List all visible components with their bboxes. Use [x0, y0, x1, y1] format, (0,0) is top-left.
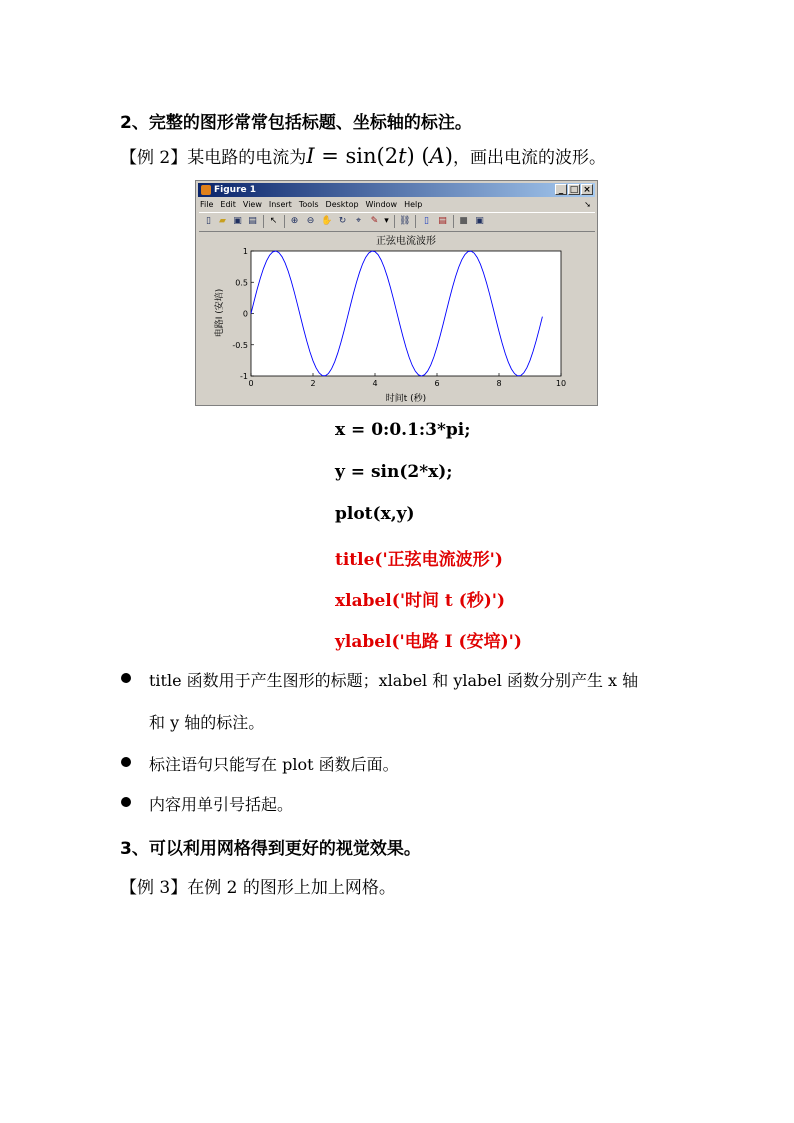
- axes-box: [251, 251, 561, 376]
- menu-view[interactable]: View: [242, 200, 262, 209]
- dock-arrow-icon[interactable]: ➘: [584, 200, 591, 209]
- figure-title: Figure 1: [214, 185, 257, 195]
- show-plot-tools-icon[interactable]: ▣: [475, 216, 484, 226]
- math-A: A: [429, 144, 445, 168]
- figure-titlebar: [198, 183, 595, 197]
- link-icon[interactable]: ⛓: [399, 216, 411, 226]
- y-tick-label: -0.5: [232, 340, 248, 350]
- code-line-3: plot(x,y): [335, 504, 415, 524]
- bullet-dot: [121, 757, 131, 767]
- figure-toolbar: [199, 212, 595, 232]
- y-tick-label: 0: [242, 309, 248, 319]
- math-eq: = sin(2: [314, 144, 399, 168]
- colorbar-icon[interactable]: ▯: [424, 216, 429, 226]
- brush-icon[interactable]: ✎: [370, 216, 379, 226]
- bullet-2: 标注语句只能写在 plot 函数后面。: [149, 755, 399, 774]
- section-3-heading: 3、可以利用网格得到更好的视觉效果。: [120, 839, 421, 859]
- zoom-in-icon[interactable]: ⊕: [290, 216, 299, 226]
- new-file-icon[interactable]: ▯: [206, 216, 211, 226]
- x-tick-label: 6: [434, 379, 440, 388]
- pointer-icon[interactable]: ↖: [269, 216, 278, 226]
- print-icon[interactable]: ▤: [248, 216, 257, 226]
- close-button[interactable]: ×: [581, 184, 593, 195]
- data-cursor-icon[interactable]: ⌖: [355, 216, 362, 226]
- menu-help[interactable]: Help: [404, 200, 423, 209]
- chart-title: 正弦电流波形: [376, 236, 436, 247]
- code-line-2: y = sin(2*x);: [335, 462, 453, 482]
- math-t: t: [398, 144, 407, 168]
- save-icon[interactable]: ▣: [233, 216, 242, 226]
- menu-desktop[interactable]: Desktop: [325, 200, 359, 209]
- y-axis-label: 电路I (安培): [215, 288, 225, 338]
- x-axis-label: 时间t (秒): [385, 394, 427, 404]
- x-tick-label: 2: [310, 379, 316, 388]
- menu-bar: [200, 198, 429, 211]
- math-end: ): [444, 144, 453, 168]
- menu-edit[interactable]: Edit: [220, 200, 236, 209]
- menu-file[interactable]: File: [200, 200, 214, 209]
- legend-icon[interactable]: ▤: [438, 216, 447, 226]
- brush-dropdown-icon[interactable]: ▾: [384, 216, 389, 226]
- code-line-1: x = 0:0.1:3*pi;: [335, 420, 471, 440]
- code-line-6: ylabel('电路 I (安培)'): [335, 632, 522, 652]
- maximize-button[interactable]: □: [569, 185, 579, 195]
- open-folder-icon[interactable]: ▰: [219, 216, 226, 226]
- x-tick-label: 0: [248, 379, 254, 388]
- y-tick-label: -1: [240, 372, 248, 381]
- math-I: I: [306, 144, 315, 168]
- math-close: ) (: [406, 144, 430, 168]
- code-line-4: title('正弦电流波形'): [335, 550, 503, 570]
- x-tick-label: 10: [555, 379, 567, 388]
- example-2-prefix: 【例 2】某电路的电流为: [120, 148, 307, 168]
- x-tick-label: 8: [496, 379, 502, 388]
- example-2-suffix: ，画出电流的波形。: [452, 148, 606, 168]
- y-tick-label: 1: [242, 247, 248, 256]
- example-2-statement: [120, 146, 606, 168]
- section-2-heading: 2、完整的图形常常包括标题、坐标轴的标注。: [120, 113, 472, 133]
- pan-hand-icon[interactable]: ✋: [321, 216, 333, 226]
- bullet-3: 内容用单引号括起。: [149, 795, 294, 814]
- hide-plot-tools-icon[interactable]: ■: [459, 216, 468, 226]
- minimize-button[interactable]: _: [555, 184, 567, 195]
- zoom-out-icon[interactable]: ⊖: [306, 216, 315, 226]
- bullet-dot: [121, 673, 131, 683]
- bullet-dot: [121, 797, 131, 807]
- code-line-5: xlabel('时间 t (秒)'): [335, 591, 506, 611]
- y-tick-label: 0.5: [235, 278, 248, 288]
- bullet-1-line-1: title 函数用于产生图形的标题；xlabel 和 ylabel 函数分别产生 x 轴: [149, 671, 639, 690]
- menu-insert[interactable]: Insert: [268, 200, 292, 209]
- plot-area: [196, 231, 597, 405]
- x-tick-label: 4: [372, 379, 378, 388]
- menu-window[interactable]: Window: [365, 200, 398, 209]
- matlab-logo-icon: [201, 185, 211, 195]
- example-3-statement: 【例 3】在例 2 的图形上加上网格。: [120, 878, 396, 898]
- rotate-3d-icon[interactable]: ↻: [338, 216, 347, 226]
- bullet-1-line-2: 和 y 轴的标注。: [149, 713, 265, 732]
- menu-tools[interactable]: Tools: [298, 200, 319, 209]
- figure-window: [195, 180, 598, 406]
